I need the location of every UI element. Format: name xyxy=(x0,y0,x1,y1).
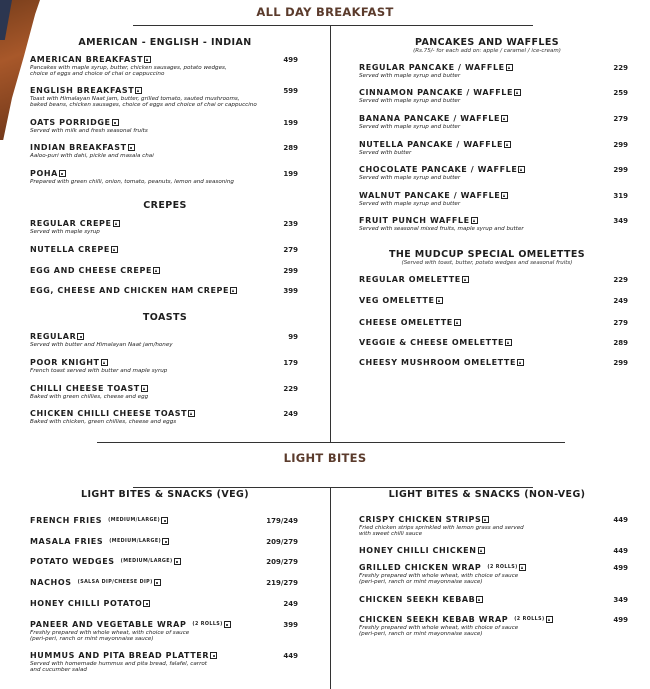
item-name: INDIAN BREAKFAST xyxy=(30,143,127,152)
menu-item-row xyxy=(30,266,160,275)
item-name: VEG OMELETTE xyxy=(359,296,435,305)
item-size-note: (2 ROLLS) xyxy=(514,617,545,622)
menu-item xyxy=(359,615,553,637)
non-veg-marker-icon xyxy=(101,359,108,366)
menu-item-row xyxy=(30,537,169,546)
item-price: 349 xyxy=(613,596,628,604)
menu-item xyxy=(30,332,173,348)
menu-item xyxy=(359,88,521,104)
non-veg-marker-icon xyxy=(111,246,118,253)
item-name: POOR KNIGHT xyxy=(30,358,100,367)
section-heading: THE MUDCUP SPECIAL OMELETTES xyxy=(388,249,586,260)
item-name: CHOCOLATE PANCAKE / WAFFLE xyxy=(359,165,518,174)
menu-item-row xyxy=(359,165,525,174)
menu-item-row xyxy=(359,216,524,225)
menu-item-row xyxy=(30,219,120,228)
item-size-note: (MEDIUM/LARGE) xyxy=(109,539,162,544)
menu-item-row xyxy=(30,599,150,608)
item-description: Baked with green chillies, cheese and egg xyxy=(30,394,149,400)
menu-item xyxy=(30,245,118,254)
menu-item xyxy=(30,620,231,642)
item-price: 299 xyxy=(613,166,628,174)
item-name: CHICKEN SEEKH KEBAB xyxy=(359,595,476,604)
item-name: OATS PORRIDGE xyxy=(30,118,111,127)
item-size-note: (MEDIUM/LARGE) xyxy=(108,518,161,523)
item-name: BANANA PANCAKE / WAFFLE xyxy=(359,114,501,123)
menu-item xyxy=(30,169,234,185)
menu-item xyxy=(30,651,217,673)
item-description: Prepared with green chilli, onion, tomato, peanuts, lemon and seasoning xyxy=(30,179,234,185)
menu-item xyxy=(359,114,508,130)
veg-marker-icon xyxy=(161,517,168,524)
divider xyxy=(133,25,533,26)
non-veg-marker-icon xyxy=(514,89,521,96)
non-veg-marker-icon xyxy=(501,192,508,199)
menu-item xyxy=(359,275,469,284)
non-veg-marker-icon xyxy=(462,276,469,283)
menu-item-row xyxy=(359,595,483,604)
item-price: 209/279 xyxy=(266,538,298,546)
menu-item xyxy=(359,515,524,537)
menu-item xyxy=(30,537,169,546)
veg-marker-icon xyxy=(128,144,135,151)
section-heading: AMERICAN - ENGLISH - INDIAN xyxy=(78,37,252,48)
item-size-note: (2 ROLLS) xyxy=(487,565,518,570)
item-description: French toast served with butter and maple syrup xyxy=(30,368,168,374)
item-description: Served with butter and Himalayan Naat jam/honey xyxy=(30,342,173,348)
menu-item xyxy=(359,296,443,305)
item-name: REGULAR PANCAKE / WAFFLE xyxy=(359,63,505,72)
item-price: 449 xyxy=(613,516,628,524)
menu-item-row xyxy=(359,563,526,572)
veg-marker-icon xyxy=(174,558,181,565)
item-price: 289 xyxy=(613,339,628,347)
item-description: Served with milk and fresh seasonal fruits xyxy=(30,128,148,134)
non-veg-marker-icon xyxy=(153,267,160,274)
item-price: 499 xyxy=(283,56,298,64)
light-bites-title: LIGHT BITES xyxy=(283,451,367,465)
veg-marker-icon xyxy=(112,119,119,126)
menu-item xyxy=(30,516,168,525)
section-heading: PANCAKES AND WAFFLES xyxy=(415,37,559,48)
item-name: REGULAR CREPE xyxy=(30,219,112,228)
item-name: NUTELLA PANCAKE / WAFFLE xyxy=(359,140,504,149)
non-veg-marker-icon xyxy=(519,564,526,571)
item-name: HONEY CHILLI CHICKEN xyxy=(359,546,477,555)
item-name: MASALA FRIES xyxy=(30,537,104,546)
non-veg-marker-icon xyxy=(482,516,489,523)
item-price: 249 xyxy=(613,297,628,305)
non-veg-marker-icon xyxy=(504,141,511,148)
non-veg-marker-icon xyxy=(471,217,478,224)
menu-item xyxy=(359,358,524,367)
non-veg-marker-icon xyxy=(436,297,443,304)
item-name: CHILLI CHEESE TOAST xyxy=(30,384,140,393)
menu-item-row xyxy=(359,615,553,624)
section-heading: LIGHT BITES & SNACKS (NON-VEG) xyxy=(388,489,586,500)
menu-item xyxy=(30,557,181,566)
item-price: 229 xyxy=(613,276,628,284)
item-price: 449 xyxy=(613,547,628,555)
veg-marker-icon xyxy=(77,333,84,340)
item-description: Freshly prepared with whole wheat, with choice of sauce (peri-peri, ranch or mint mayonnaise sauce) xyxy=(30,630,190,642)
menu-item xyxy=(359,563,526,585)
non-veg-marker-icon xyxy=(454,319,461,326)
menu-item-row xyxy=(30,358,167,367)
item-size-note: (2 ROLLS) xyxy=(192,622,223,627)
item-description: Served with maple syrup and butter xyxy=(359,201,461,207)
item-name: CHEESY MUSHROOM OMELETTE xyxy=(359,358,517,367)
menu-item-row xyxy=(359,318,461,327)
item-price: 349 xyxy=(613,217,628,225)
menu-item xyxy=(359,546,485,555)
menu-item-row xyxy=(30,286,237,295)
item-price: 229 xyxy=(283,385,298,393)
menu-item-row xyxy=(30,86,257,95)
item-description: Served with maple syrup and butter xyxy=(359,73,461,79)
menu-item-row xyxy=(30,578,161,587)
item-name: GRILLED CHICKEN WRAP xyxy=(359,563,482,572)
menu-item-row xyxy=(359,275,469,284)
item-name: HUMMUS AND PITA BREAD PLATTER xyxy=(30,651,210,660)
menu-item-row xyxy=(30,169,234,178)
item-price: 259 xyxy=(613,89,628,97)
item-name: CRISPY CHICKEN STRIPS xyxy=(359,515,482,524)
item-price: 499 xyxy=(613,616,628,624)
menu-item xyxy=(30,599,150,608)
item-name: FRENCH FRIES xyxy=(30,516,103,525)
item-price: 279 xyxy=(613,319,628,327)
section-heading: LIGHT BITES & SNACKS (VEG) xyxy=(81,489,249,500)
item-description: Baked with chicken, green chillies, cheese and eggs xyxy=(30,419,177,425)
menu-item xyxy=(359,318,461,327)
menu-item-row xyxy=(30,384,148,393)
veg-marker-icon xyxy=(143,600,150,607)
item-price: 249 xyxy=(283,410,298,418)
non-veg-marker-icon xyxy=(135,87,142,94)
item-name: CINNAMON PANCAKE / WAFFLE xyxy=(359,88,514,97)
veg-marker-icon xyxy=(154,579,161,586)
section-subtitle: (Served with toast, butter, potato wedges and seasonal fruits) xyxy=(401,260,573,266)
menu-item-row xyxy=(359,140,511,149)
menu-item-row xyxy=(30,516,168,525)
menu-item-row xyxy=(30,651,217,660)
divider xyxy=(97,442,565,443)
non-veg-marker-icon xyxy=(113,220,120,227)
item-description: Pancakes with maple syrup, butter, chicken sausages, potato wedges, choice of eggs and choice of chai or cappuccino xyxy=(30,65,227,77)
menu-item-row xyxy=(359,191,508,200)
menu-item xyxy=(359,595,483,604)
menu-item-row xyxy=(30,55,227,64)
item-description: Served with maple syrup and butter xyxy=(359,124,461,130)
item-price: 209/279 xyxy=(266,558,298,566)
item-name: EGG, CHEESE AND CHICKEN HAM CREPE xyxy=(30,286,230,295)
divider xyxy=(133,487,533,488)
item-description: Freshly prepared with whole wheat, with choice of sauce (peri-peri, ranch or mint mayonnaise sauce) xyxy=(359,625,519,637)
non-veg-marker-icon xyxy=(505,339,512,346)
item-description: Served with maple syrup and butter xyxy=(359,175,461,181)
item-price: 449 xyxy=(283,652,298,660)
menu-item xyxy=(30,578,161,587)
item-price: 249 xyxy=(283,600,298,608)
veg-marker-icon xyxy=(224,621,231,628)
non-veg-marker-icon xyxy=(188,410,195,417)
breakfast-title: ALL DAY BREAKFAST xyxy=(256,5,394,19)
item-price: 199 xyxy=(283,119,298,127)
item-description: Served with maple syrup xyxy=(30,229,100,235)
item-name: NACHOS xyxy=(30,578,72,587)
item-name: CHICKEN CHILLI CHEESE TOAST xyxy=(30,409,188,418)
section-heading: TOASTS xyxy=(142,312,188,323)
menu-item-row xyxy=(30,245,118,254)
menu-item-row xyxy=(359,358,524,367)
menu-item xyxy=(359,216,524,232)
menu-item-row xyxy=(359,88,521,97)
item-description: Aaloo-puri with dahi, pickle and masala chai xyxy=(30,153,154,159)
item-price: 299 xyxy=(613,141,628,149)
item-description: Served with maple syrup and butter xyxy=(359,98,461,104)
menu-item-row xyxy=(30,620,231,629)
menu-item-row xyxy=(30,409,195,418)
item-price: 179/249 xyxy=(266,517,298,525)
item-price: 219/279 xyxy=(266,579,298,587)
non-veg-marker-icon xyxy=(476,596,483,603)
item-description: Toast with Himalayan Naat jam, butter, grilled tomato, sauted mushrooms, baked beans, chicken sausages, choice of eggs and choice of chai or cappuccino xyxy=(30,96,257,108)
non-veg-marker-icon xyxy=(501,115,508,122)
item-size-note: (MEDIUM/LARGE) xyxy=(120,559,173,564)
menu-item xyxy=(30,118,148,134)
column-divider xyxy=(330,487,331,689)
item-name: ENGLISH BREAKFAST xyxy=(30,86,135,95)
menu-item-row xyxy=(359,296,443,305)
menu-item xyxy=(30,409,195,425)
non-veg-marker-icon xyxy=(518,166,525,173)
menu-item xyxy=(30,143,154,159)
menu-item-row xyxy=(30,557,181,566)
menu-item xyxy=(30,286,237,295)
item-name: CHEESE OMELETTE xyxy=(359,318,453,327)
item-name: PANEER AND VEGETABLE WRAP xyxy=(30,620,187,629)
item-name: VEGGIE & CHEESE OMELETTE xyxy=(359,338,505,347)
menu-item xyxy=(30,384,148,400)
item-description: Served with seasonal mixed fruits, maple syrup and butter xyxy=(359,226,524,232)
item-price: 299 xyxy=(283,267,298,275)
item-price: 279 xyxy=(283,246,298,254)
item-name: REGULAR xyxy=(30,332,77,341)
item-price: 99 xyxy=(288,333,298,341)
menu-item xyxy=(30,55,227,77)
non-veg-marker-icon xyxy=(144,56,151,63)
item-name: NUTELLA CREPE xyxy=(30,245,110,254)
item-price: 199 xyxy=(283,170,298,178)
non-veg-marker-icon xyxy=(141,385,148,392)
non-veg-marker-icon xyxy=(517,359,524,366)
menu-item-row xyxy=(359,338,512,347)
section-heading: CREPES xyxy=(143,200,187,211)
menu-item-row xyxy=(359,63,513,72)
menu-item xyxy=(359,191,508,207)
item-name: WALNUT PANCAKE / WAFFLE xyxy=(359,191,501,200)
veg-marker-icon xyxy=(162,538,169,545)
item-price: 319 xyxy=(613,192,628,200)
item-name: POTATO WEDGES xyxy=(30,557,115,566)
non-veg-marker-icon xyxy=(506,64,513,71)
item-price: 399 xyxy=(283,621,298,629)
menu-item xyxy=(359,338,512,347)
item-price: 399 xyxy=(283,287,298,295)
item-name: HONEY CHILLI POTATO xyxy=(30,599,143,608)
menu-item xyxy=(30,266,160,275)
menu-item xyxy=(30,358,167,374)
item-name: REGULAR OMELETTE xyxy=(359,275,461,284)
menu-item-row xyxy=(30,143,154,152)
item-description: Served with butter xyxy=(359,150,412,156)
non-veg-marker-icon xyxy=(478,547,485,554)
non-veg-marker-icon xyxy=(546,616,553,623)
item-description: Served with homemade hummus and pita bread, falafel, carrot and cucumber salad xyxy=(30,661,208,673)
section-subtitle: (Rs.75/- for each add on: apple / caramel / ice-cream) xyxy=(413,48,561,54)
item-price: 289 xyxy=(283,144,298,152)
item-price: 599 xyxy=(283,87,298,95)
item-description: Freshly prepared with whole wheat, with choice of sauce (peri-peri, ranch or mint mayonnaise sauce) xyxy=(359,573,519,585)
veg-marker-icon xyxy=(59,170,66,177)
item-price: 179 xyxy=(283,359,298,367)
item-name: CHICKEN SEEKH KEBAB WRAP xyxy=(359,615,509,624)
item-name: EGG AND CHEESE CREPE xyxy=(30,266,153,275)
menu-item xyxy=(30,86,257,108)
menu-item xyxy=(30,219,120,235)
menu-item xyxy=(359,165,525,181)
menu-item-row xyxy=(359,114,508,123)
menu-item-row xyxy=(359,515,524,524)
item-name: AMERICAN BREAKFAST xyxy=(30,55,144,64)
menu-item-row xyxy=(30,332,173,341)
item-price: 279 xyxy=(613,115,628,123)
item-name: FRUIT PUNCH WAFFLE xyxy=(359,216,470,225)
veg-marker-icon xyxy=(210,652,217,659)
menu-item-row xyxy=(359,546,485,555)
item-price: 299 xyxy=(613,359,628,367)
item-price: 229 xyxy=(613,64,628,72)
item-price: 499 xyxy=(613,564,628,572)
menu-item xyxy=(359,63,513,79)
menu-item-row xyxy=(30,118,148,127)
non-veg-marker-icon xyxy=(230,287,237,294)
item-size-note: (SALSA DIP/CHEESE DIP) xyxy=(77,580,153,585)
item-name: POHA xyxy=(30,169,58,178)
menu-item xyxy=(359,140,511,156)
column-divider xyxy=(330,25,331,442)
item-price: 239 xyxy=(283,220,298,228)
item-description: Fried chicken strips sprinkled with lemon grass and served with sweet chilli sauce xyxy=(359,525,524,537)
